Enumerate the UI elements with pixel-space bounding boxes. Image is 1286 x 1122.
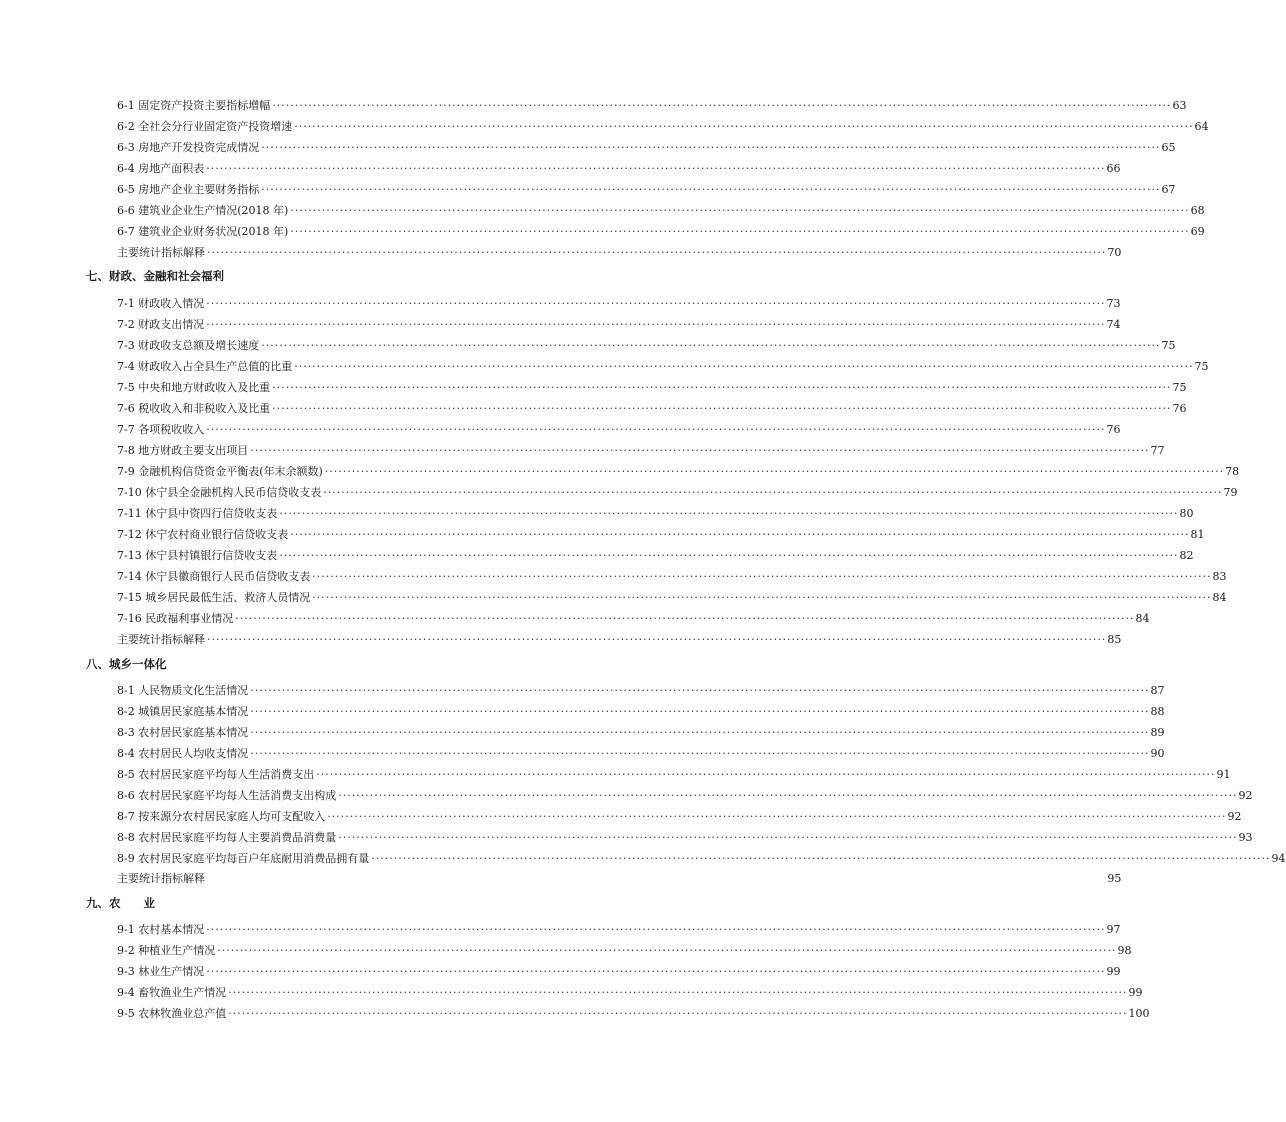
dot-leader: ········································································································································································································: [338, 831, 1238, 844]
dot-leader: ········································································································································································································: [272, 402, 1172, 415]
toc-entry-page: 88: [1150, 705, 1165, 718]
toc-entry[interactable]: [117, 312, 1121, 332]
toc-entry-label: 9-2 种植业生产情况: [117, 944, 216, 957]
toc-entry[interactable]: [117, 375, 1187, 395]
toc-entry-label: 7-13 休宁县村镇银行信贷收支表: [117, 549, 278, 562]
dot-leader: ········································································································································································································: [206, 423, 1106, 436]
toc-entry-label: 6-3 房地产开发投资完成情况: [117, 141, 260, 154]
toc-entry[interactable]: [117, 543, 1194, 563]
toc-entry-label: 8-3 农村居民家庭基本情况: [117, 726, 249, 739]
toc-entry[interactable]: [117, 917, 1121, 937]
dot-leader: ········································································································································································································: [324, 465, 1225, 478]
toc-entry[interactable]: [117, 522, 1205, 542]
section-heading[interactable]: 七、财政、金融和社会福利: [86, 269, 224, 283]
toc-entry-label: 7-7 各项税收收入: [117, 423, 205, 436]
toc-entry-page: 94: [1271, 852, 1286, 865]
dot-leader: ········································································································································································································: [207, 633, 1107, 646]
dot-leader: ········································································································································································································: [206, 318, 1106, 331]
toc-entry-label: 7-9 金融机构信贷资金平衡表(年末余额数): [117, 465, 323, 478]
toc-entry-label: 6-6 建筑业企业生产情况(2018 年): [117, 204, 289, 217]
toc-entry-label: 9-1 农村基本情况: [117, 923, 205, 936]
toc-entry[interactable]: [117, 219, 1205, 239]
section-heading[interactable]: 九、农 业: [86, 896, 155, 910]
dot-leader: ········································································································································································································: [312, 591, 1212, 604]
toc-entry-label: 9-3 林业生产情况: [117, 965, 205, 978]
toc-entry[interactable]: [117, 585, 1227, 605]
toc-entry[interactable]: [117, 804, 1242, 824]
dot-leader: ········································································································································································································: [228, 1007, 1128, 1020]
toc-entry-page: 76: [1172, 402, 1187, 415]
toc-entry[interactable]: [117, 156, 1121, 176]
toc-entry-label: 7-14 休宁县徽商银行人民币信贷收支表: [117, 570, 311, 583]
toc-entry-page: 80: [1179, 507, 1194, 520]
toc-entry-page: 99: [1128, 986, 1143, 999]
toc-entry-page: 68: [1190, 204, 1205, 217]
toc-entry-label: 8-7 按来源分农村居民家庭人均可支配收入: [117, 810, 326, 823]
toc-entry-label: 6-5 房地产企业主要财务指标: [117, 183, 260, 196]
dot-leader: ········································································································································································································: [250, 444, 1150, 457]
dot-leader: ········································································································································································································: [272, 99, 1172, 112]
toc-entry[interactable]: [117, 198, 1205, 218]
toc-entry[interactable]: [117, 741, 1165, 761]
toc-entry-page: 89: [1150, 726, 1165, 739]
toc-entry-label: 7-12 休宁农村商业银行信贷收支表: [117, 528, 289, 541]
toc-entry-page: 84: [1212, 591, 1227, 604]
toc-entry-label: 7-6 税收收入和非税收入及比重: [117, 402, 271, 415]
toc-entry-label: 9-5 农林牧渔业总产值: [117, 1007, 227, 1020]
toc-entry-page: 75: [1161, 339, 1176, 352]
toc-entry[interactable]: [117, 783, 1253, 803]
toc-entry[interactable]: [117, 1001, 1150, 1021]
dot-leader: ········································································································································································································: [206, 162, 1106, 175]
toc-entry-page: 100: [1128, 1007, 1150, 1020]
toc-entry[interactable]: [117, 177, 1176, 197]
dot-leader: ········································································································································································································: [206, 965, 1106, 978]
dot-leader: ········································································································································································································: [294, 360, 1194, 373]
dot-leader: ········································································································································································································: [327, 810, 1227, 823]
toc-entry-page: 98: [1117, 944, 1132, 957]
toc-entry-page: 65: [1161, 141, 1176, 154]
toc-entry-label: 8-9 农村居民家庭平均每百户年底耐用消费品拥有量: [117, 852, 370, 865]
toc-entry[interactable]: [117, 938, 1132, 958]
toc-entry-label: 7-5 中央和地方财政收入及比重: [117, 381, 271, 394]
dot-leader: ········································································································································································································: [323, 486, 1223, 499]
toc-entry[interactable]: [117, 114, 1209, 134]
toc-entry-label: 主要统计指标解释: [117, 872, 205, 885]
toc-entry[interactable]: [117, 846, 1286, 866]
dot-leader: ········································································································································································································: [290, 528, 1190, 541]
toc-entry-label: 8-6 农村居民家庭平均每人生活消费支出构成: [117, 789, 337, 802]
toc-entry-label: 9-4 畜牧渔业生产情况: [117, 986, 227, 999]
toc-entry[interactable]: [117, 396, 1187, 416]
toc-entry[interactable]: [117, 627, 1122, 647]
dot-leader: ········································································································································································································: [338, 789, 1238, 802]
toc-entry[interactable]: [117, 980, 1143, 1000]
toc-entry-label: 7-4 财政收入占全县生产总值的比重: [117, 360, 293, 373]
toc-entry-page: 91: [1216, 768, 1231, 781]
toc-entry-page: 92: [1238, 789, 1253, 802]
toc-entry[interactable]: [117, 699, 1165, 719]
dot-leader: ········································································································································································································: [261, 183, 1161, 196]
toc-entry-label: 7-8 地方财政主要支出项目: [117, 444, 249, 457]
toc-entry-label: 6-7 建筑业企业财务状况(2018 年): [117, 225, 289, 238]
toc-entry-page: 70: [1107, 246, 1122, 259]
toc-entry-page: 83: [1212, 570, 1227, 583]
toc-entry-page: 77: [1150, 444, 1165, 457]
dot-leader: ········································································································································································································: [206, 297, 1106, 310]
dot-leader: ········································································································································································································: [312, 570, 1212, 583]
toc-entry-page: 75: [1194, 360, 1209, 373]
toc-entry-page: 74: [1106, 318, 1121, 331]
toc-entry[interactable]: [117, 866, 1122, 886]
toc-entry-page: 92: [1227, 810, 1242, 823]
toc-entry-page: 73: [1106, 297, 1121, 310]
toc-entry[interactable]: [117, 333, 1176, 353]
dot-leader: ········································································································································································································: [207, 246, 1107, 259]
toc-entry[interactable]: [117, 135, 1176, 155]
toc-entry-label: 7-1 财政收入情况: [117, 297, 205, 310]
toc-entry[interactable]: [117, 825, 1253, 845]
toc-entry-page: 76: [1106, 423, 1121, 436]
dot-leader: ········································································································································································································: [206, 923, 1106, 936]
dot-leader: ········································································································································································································: [261, 141, 1161, 154]
toc-entry-label: 8-1 人民物质文化生活情况: [117, 684, 249, 697]
toc-entry-page: 75: [1172, 381, 1187, 394]
toc-entry[interactable]: [117, 93, 1187, 113]
toc-entry-label: 主要统计指标解释: [117, 633, 205, 646]
toc-entry-page: 67: [1161, 183, 1176, 196]
dot-leader: ········································································································································································································: [290, 225, 1190, 238]
toc-entry-label: 7-11 休宁县中资四行信贷收支表: [117, 507, 278, 520]
toc-entry[interactable]: [117, 417, 1121, 437]
toc-entry-label: 8-4 农村居民人均收支情况: [117, 747, 249, 760]
toc-entry[interactable]: [117, 240, 1122, 260]
dot-leader: ········································································································································································································: [290, 204, 1190, 217]
toc-entry[interactable]: [117, 354, 1209, 374]
toc-entry-page: 82: [1179, 549, 1194, 562]
dot-leader: ········································································································································································································: [250, 726, 1150, 739]
toc-entry-page: 84: [1135, 612, 1150, 625]
dot-leader: ········································································································································································································: [279, 549, 1179, 562]
toc-entry-page: 66: [1106, 162, 1121, 175]
dot-leader: ········································································································································································································: [272, 381, 1172, 394]
toc-entry-page: 85: [1107, 633, 1122, 646]
toc-entry-page: 69: [1190, 225, 1205, 238]
toc-entry[interactable]: [117, 459, 1240, 479]
toc-entry[interactable]: [117, 480, 1238, 500]
toc-entry[interactable]: [117, 720, 1165, 740]
toc-entry-page: 90: [1150, 747, 1165, 760]
toc-entry-page: 79: [1223, 486, 1238, 499]
toc-entry[interactable]: [117, 606, 1150, 626]
dot-leader: ········································································································································································································: [228, 986, 1128, 999]
dot-leader: ········································································································································································································: [261, 339, 1161, 352]
toc-entry[interactable]: [117, 501, 1194, 521]
dot-leader: ········································································································································································································: [279, 507, 1179, 520]
dot-leader: ········································································································································································································: [371, 852, 1271, 865]
dot-leader: ········································································································································································································: [235, 612, 1135, 625]
dot-leader: ········································································································································································································: [316, 768, 1216, 781]
toc-entry[interactable]: [117, 564, 1227, 584]
dot-leader: ········································································································································································································: [250, 684, 1150, 697]
toc-entry-page: 63: [1172, 99, 1187, 112]
toc-entry-label: 7-16 民政福利事业情况: [117, 612, 234, 625]
toc-entry-page: 99: [1106, 965, 1121, 978]
toc-entry-page: 87: [1150, 684, 1165, 697]
toc-entry-label: 6-4 房地产面积表: [117, 162, 205, 175]
toc-entry-label: 6-1 固定资产投资主要指标增幅: [117, 99, 271, 112]
toc-entry-label: 7-15 城乡居民最低生活、救济人员情况: [117, 591, 311, 604]
toc-entry-label: 8-2 城镇居民家庭基本情况: [117, 705, 249, 718]
toc-entry-page: 93: [1238, 831, 1253, 844]
toc-entry-label: 7-2 财政支出情况: [117, 318, 205, 331]
toc-entry[interactable]: [117, 959, 1121, 979]
toc-entry-label: 8-8 农村居民家庭平均每人主要消费品消费量: [117, 831, 337, 844]
toc-entry-label: 8-5 农村居民家庭平均每人生活消费支出: [117, 768, 315, 781]
dot-leader: ········································································································································································································: [250, 705, 1150, 718]
toc-entry-label: 7-3 财政收支总额及增长速度: [117, 339, 260, 352]
toc-entry[interactable]: [117, 438, 1165, 458]
toc-entry[interactable]: [117, 678, 1165, 698]
dot-leader: ········································································································································································································: [294, 120, 1194, 133]
section-heading[interactable]: 八、城乡一体化: [86, 657, 167, 671]
toc-entry[interactable]: [117, 762, 1231, 782]
dot-leader: ········································································································································································································: [217, 944, 1117, 957]
toc-entry-label: 6-2 全社会分行业固定资产投资增速: [117, 120, 293, 133]
toc-entry-page: 97: [1106, 923, 1121, 936]
toc-entry[interactable]: [117, 291, 1121, 311]
toc-entry-label: 主要统计指标解释: [117, 246, 205, 259]
dot-leader: ········································································································································································································: [250, 747, 1150, 760]
toc-entry-label: 7-10 休宁县全金融机构人民币信贷收支表: [117, 486, 322, 499]
toc-entry-page: 64: [1194, 120, 1209, 133]
toc-entry-page: 78: [1225, 465, 1240, 478]
toc-entry-page: 81: [1190, 528, 1205, 541]
toc-entry-page: 95: [1107, 872, 1122, 885]
